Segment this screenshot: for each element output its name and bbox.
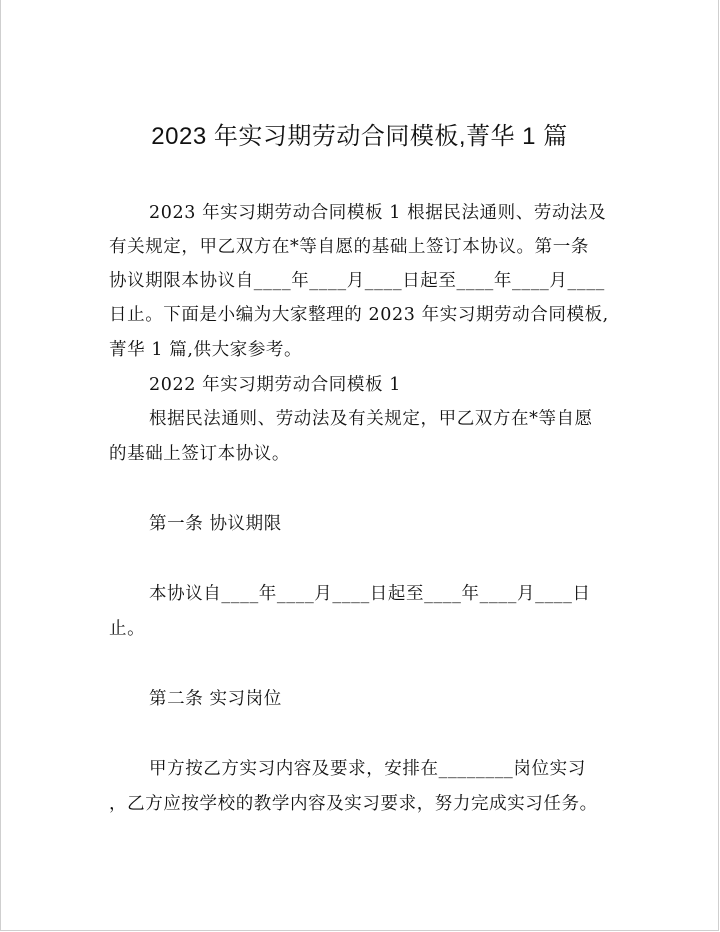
- article2-line-2: ，乙方应按学校的教学内容及实习要求，努力完成实习任务。: [109, 794, 598, 814]
- basis-line-2: 的基础上签订本协议。: [109, 444, 290, 464]
- basis-line-1: 根据民法通则、劳动法及有关规定，甲乙双方在*等自愿: [149, 409, 593, 429]
- intro-line-5: 菁华 1 篇,供大家参考。: [109, 340, 303, 360]
- intro-line-3: 协议期限本协议自____年____月____日起至____年____月____: [109, 271, 605, 291]
- article1-heading: 第一条 协议期限: [149, 514, 282, 534]
- article1-line-1: 本协议自____年____月____日起至____年____月____日: [149, 584, 591, 604]
- intro-line-4: 日止。下面是小编为大家整理的 2023 年实习期劳动合同模板,: [109, 305, 609, 325]
- template-subheading: 2022 年实习期劳动合同模板 1: [149, 375, 401, 395]
- intro-line-1: 2023 年实习期劳动合同模板 1 根据民法通则、劳动法及: [149, 203, 607, 223]
- document-title: 2023 年实习期劳动合同模板,菁华 1 篇: [151, 123, 568, 150]
- article2-line-1: 甲方按乙方实习内容及要求，安排在________岗位实习: [149, 759, 586, 779]
- article2-heading: 第二条 实习岗位: [149, 689, 282, 709]
- article1-line-2: 止。: [109, 619, 146, 639]
- intro-line-2: 有关规定，甲乙双方在*等自愿的基础上签订本协议。第一条: [109, 237, 589, 257]
